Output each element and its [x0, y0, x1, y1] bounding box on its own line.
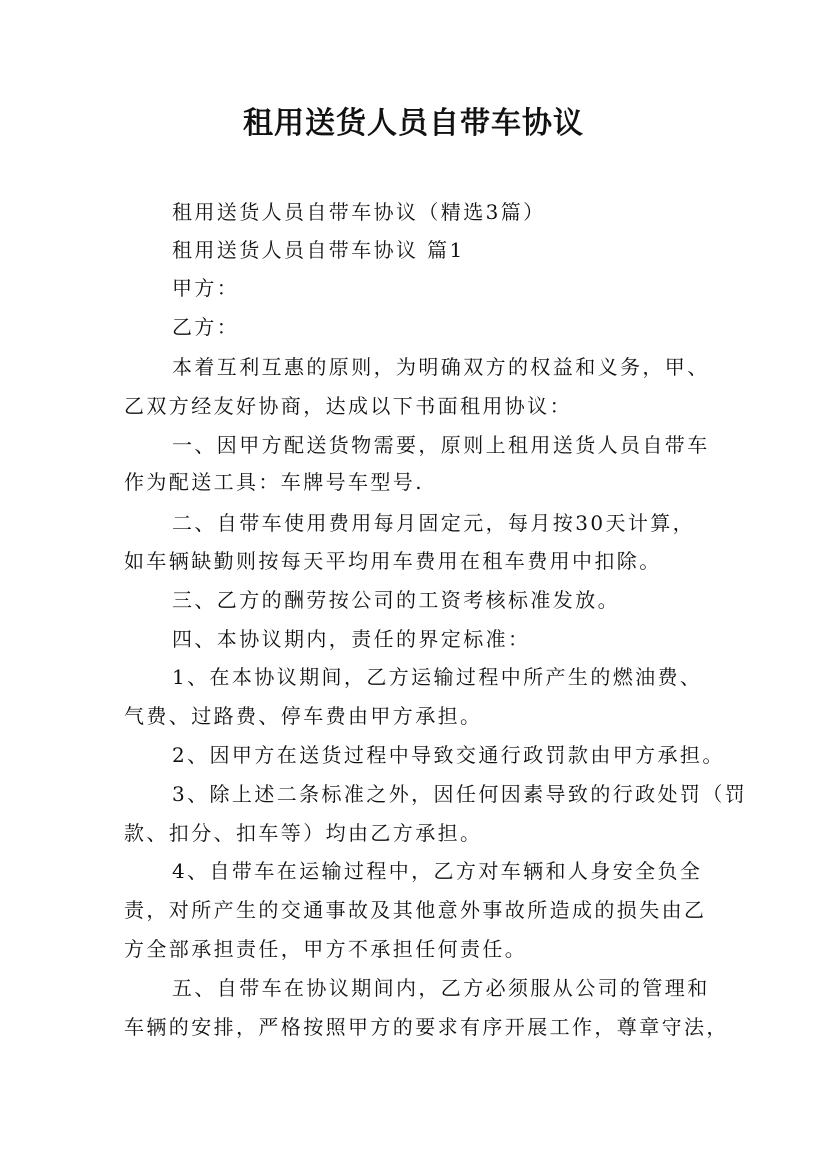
paragraph-line: 款、扣分、扣车等）均由乙方承担。	[124, 821, 483, 845]
paragraph-line: 1、在本协议期间，乙方运输过程中所产生的燃油费、	[172, 665, 703, 689]
paragraph-line: 车辆的安排，严格按照甲方的要求有序开展工作，尊章守法，	[124, 1015, 729, 1039]
paragraph-line: 五、自带车在协议期间内，乙方必须服从公司的管理和	[172, 976, 710, 1000]
subtitle-line: 租用送货人员自带车协议（精选3篇）	[172, 200, 546, 224]
paragraph-line: 2、因甲方在送货过程中导致交通行政罚款由甲方承担。	[172, 743, 725, 767]
paragraph-line: 作为配送工具：车牌号车型号.	[124, 470, 424, 494]
section-heading: 租用送货人员自带车协议 篇1	[172, 238, 465, 262]
paragraph-line: 责，对所产生的交通事故及其他意外事故所造成的损失由乙	[124, 898, 707, 922]
paragraph-line: 4、自带车在运输过程中，乙方对车辆和人身安全负全	[172, 859, 703, 883]
party-a-line: 甲方：	[172, 276, 240, 300]
paragraph-line: 四、本协议期内，责任的界定标准：	[172, 627, 531, 651]
paragraph-line: 气费、过路费、停车费由甲方承担。	[124, 704, 483, 728]
paragraph-line: 3、除上述二条标准之外，因任何因素导致的行政处罚（罚	[172, 782, 748, 806]
paragraph-line: 二、自带车使用费用每月固定元，每月按30天计算，	[172, 511, 696, 535]
paragraph-line: 三、乙方的酬劳按公司的工资考核标准发放。	[172, 588, 620, 612]
party-b-line: 乙方：	[172, 315, 240, 339]
document-title: 租用送货人员自带车协议	[243, 106, 584, 141]
paragraph-line: 一、因甲方配送货物需要，原则上租用送货人员自带车	[172, 433, 710, 457]
paragraph-line: 方全部承担责任，甲方不承担任何责任。	[124, 937, 528, 961]
paragraph-line: 如车辆缺勤则按每天平均用车费用在租车费用中扣除。	[124, 549, 662, 573]
paragraph-line: 本着互利互惠的原则，为明确双方的权益和义务，甲、	[172, 355, 710, 379]
paragraph-line: 乙双方经友好协商，达成以下书面租用协议：	[124, 394, 572, 418]
